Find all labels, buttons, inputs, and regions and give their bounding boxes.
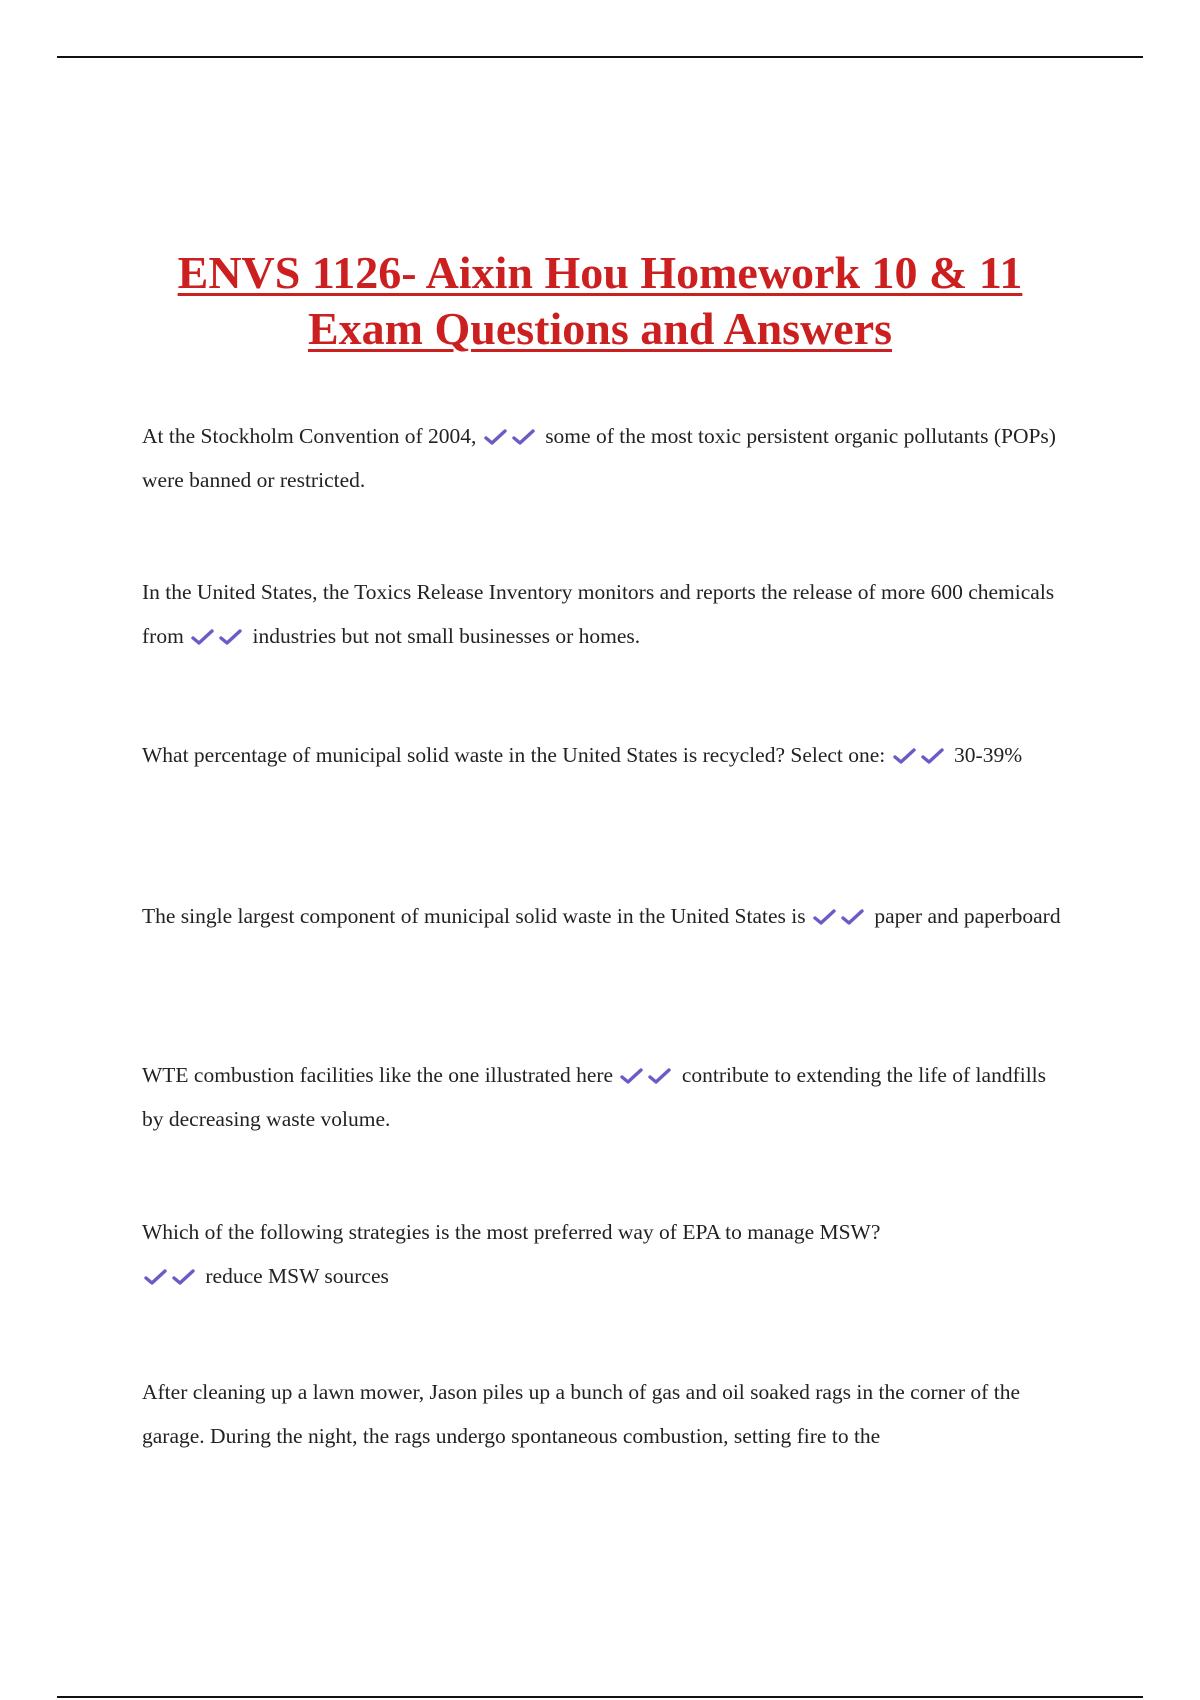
question-text: In the United States, the Toxics Release Inventory monitors and reports the release of more 600 chemicals from [142, 579, 1055, 648]
header-rule [57, 56, 1143, 58]
answer-text: some of the most toxic persistent organic pollutants (POPs) were banned or restricted. [142, 423, 1056, 492]
answer-text: reduce MSW sources [205, 1263, 389, 1288]
document-title [100, 245, 1100, 357]
qa-item [142, 733, 1062, 777]
question-text: At the Stockholm Convention of 2004, [142, 423, 477, 448]
check-icon [647, 1066, 673, 1086]
check-icon [143, 1267, 169, 1287]
question-text: WTE combustion facilities like the one illustrated here [142, 1062, 614, 1087]
check-icon [171, 1267, 197, 1287]
answer-marker [143, 1254, 199, 1298]
answer-marker [190, 614, 246, 658]
answer-text: contribute to extending the life of landfills by decreasing waste volume. [142, 1062, 1047, 1131]
qa-item [142, 414, 1062, 502]
answer-marker [812, 894, 868, 938]
title-line-2: Exam Questions and Answers [307, 302, 893, 354]
answer-marker [892, 733, 948, 777]
check-icon [840, 907, 866, 927]
question-text: The single largest component of municipal solid waste in the United States is [142, 903, 806, 928]
check-icon [892, 746, 918, 766]
answer-marker [483, 414, 539, 458]
question-text: What percentage of municipal solid waste in the United States is recycled? Select one: [142, 742, 886, 767]
check-icon [190, 627, 216, 647]
qa-item [142, 1053, 1062, 1141]
check-icon [920, 746, 946, 766]
check-icon [218, 627, 244, 647]
answer-text: paper and paperboard [874, 903, 1061, 928]
question-text: After cleaning up a lawn mower, Jason piles up a bunch of gas and oil soaked rags in the corner of the garage. During the night, the rags undergo spontaneous combustion, setting fire to the [142, 1379, 1020, 1448]
qa-item [142, 894, 1062, 938]
question-text: Which of the following strategies is the most preferred way of EPA to manage MSW? [142, 1219, 881, 1244]
footer-rule [57, 1696, 1143, 1698]
qa-item [142, 570, 1062, 658]
answer-text: industries but not small businesses or homes. [252, 623, 641, 648]
qa-item [142, 1370, 1062, 1458]
check-icon [483, 427, 509, 447]
qa-item [142, 1210, 1062, 1298]
answer-marker [619, 1053, 675, 1097]
check-icon [812, 907, 838, 927]
check-icon [619, 1066, 645, 1086]
check-icon [511, 427, 537, 447]
title-line-1: ENVS 1126- Aixin Hou Homework 10 & 11 [177, 246, 1023, 298]
answer-text: 30-39% [954, 742, 1023, 767]
